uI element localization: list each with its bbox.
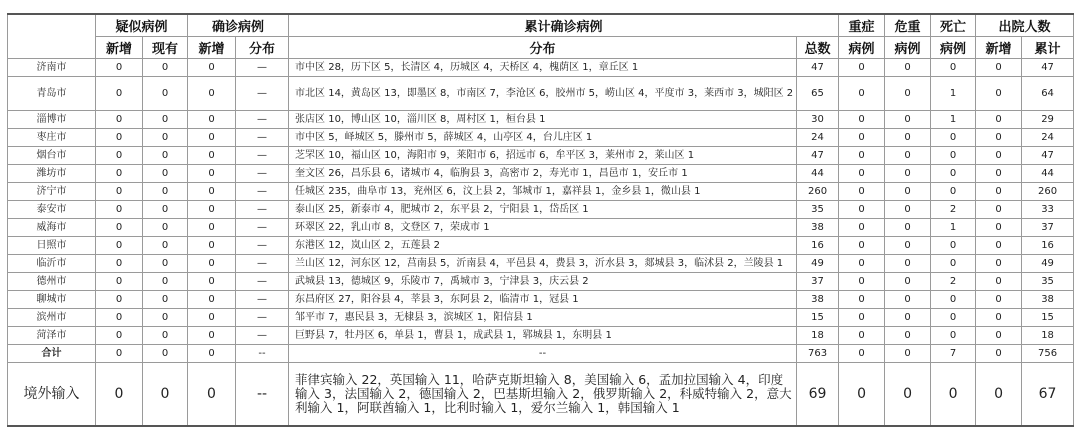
cumulative-total: 38 [797,291,839,309]
table-row [8,291,1074,309]
discharged-total: 33 [1022,201,1074,219]
suspected-new: 0 [96,273,143,291]
discharged-total: 38 [1022,291,1074,309]
table-row [8,309,1074,327]
suspected-existing: 0 [143,309,188,327]
confirmed-new: 0 [188,309,236,327]
suspected-existing: 0 [143,237,188,255]
cumulative-distribution: 东港区 12，岚山区 2，五莲县 2 [289,237,797,255]
critical-count: 0 [885,165,931,183]
cumulative-distribution: 任城区 235，曲阜市 13，兖州区 6，汶上县 2，邹城市 1，嘉祥县 1，金乡县 1，微山县 1 [289,183,797,201]
discharged-new: 0 [976,77,1022,111]
table-row [8,147,1074,165]
cumulative-distribution: 芝罘区 10，福山区 10，海阳市 9，莱阳市 6，招远市 6，牟平区 3，莱州市 2，莱山区 1 [289,147,797,165]
severe-count: 0 [839,77,885,111]
discharged-total: 756 [1022,345,1074,363]
suspected-existing: 0 [143,111,188,129]
discharged-total: 18 [1022,327,1074,345]
severe-count: 0 [839,201,885,219]
cumulative-total: 16 [797,237,839,255]
confirmed-distribution: -- [236,345,289,363]
confirmed-distribution: — [236,255,289,273]
cumulative-total: 47 [797,59,839,77]
discharged-total: 16 [1022,237,1074,255]
suspected-new: 0 [96,111,143,129]
cumulative-total: 35 [797,201,839,219]
cumulative-distribution: 市中区 28，历下区 5，长清区 4，历城区 4，天桥区 4，槐荫区 1，章丘区 1 [289,59,797,77]
header-discharged: 出院人数 [976,14,1074,37]
header-discharged-new: 新增 [976,37,1022,59]
city-name: 青岛市 [8,77,96,111]
confirmed-distribution: — [236,219,289,237]
confirmed-new: 0 [188,345,236,363]
death-count: 0 [931,291,976,309]
confirmed-new: 0 [188,201,236,219]
header-death-bottom: 病例 [931,37,976,59]
severe-count: 0 [839,165,885,183]
suspected-new: 0 [96,255,143,273]
header-cumulative-distribution: 分布 [289,37,797,59]
suspected-existing: 0 [143,363,188,427]
cumulative-distribution: 兰山区 12，河东区 12，莒南县 5，沂南县 4，平邑县 4，费县 3，沂水县 3，郯城县 3，临沭县 2，兰陵县 1 [289,255,797,273]
discharged-total: 24 [1022,129,1074,147]
header-region [8,14,96,59]
suspected-existing: 0 [143,345,188,363]
city-name: 济南市 [8,59,96,77]
suspected-existing: 0 [143,201,188,219]
confirmed-distribution: — [236,147,289,165]
suspected-existing: 0 [143,59,188,77]
confirmed-distribution: — [236,291,289,309]
severe-count: 0 [839,309,885,327]
city-name: 德州市 [8,273,96,291]
critical-count: 0 [885,77,931,111]
cumulative-distribution: 张店区 10，博山区 10，淄川区 8，周村区 1，桓台县 1 [289,111,797,129]
severe-count: 0 [839,183,885,201]
city-name: 威海市 [8,219,96,237]
city-name: 烟台市 [8,147,96,165]
discharged-new: 0 [976,111,1022,129]
confirmed-new: 0 [188,219,236,237]
foreign-import-row [8,363,1074,427]
discharged-new: 0 [976,309,1022,327]
cumulative-distribution: 武城县 13，德城区 9，乐陵市 7，禹城市 3，宁津县 3，庆云县 2 [289,273,797,291]
confirmed-distribution: — [236,129,289,147]
suspected-existing: 0 [143,129,188,147]
confirmed-new: 0 [188,327,236,345]
city-name: 济宁市 [8,183,96,201]
critical-count: 0 [885,237,931,255]
header-severe-top: 重症 [839,14,885,37]
severe-count: 0 [839,59,885,77]
critical-count: 0 [885,59,931,77]
confirmed-distribution: — [236,183,289,201]
header-death-top: 死亡 [931,14,976,37]
cumulative-total: 65 [797,77,839,111]
death-count: 0 [931,237,976,255]
table-row [8,77,1074,111]
discharged-new: 0 [976,129,1022,147]
city-name: 枣庄市 [8,129,96,147]
critical-count: 0 [885,111,931,129]
death-count: 0 [931,309,976,327]
covid-stats-table [7,13,1074,427]
critical-count: 0 [885,255,931,273]
suspected-new: 0 [96,327,143,345]
city-name: 临沂市 [8,255,96,273]
header-suspected: 疑似病例 [96,14,188,37]
severe-count: 0 [839,237,885,255]
confirmed-distribution: — [236,165,289,183]
city-name: 聊城市 [8,291,96,309]
discharged-total: 47 [1022,147,1074,165]
severe-count: 0 [839,291,885,309]
cumulative-total: 18 [797,327,839,345]
header-cumulative-total: 总数 [797,37,839,59]
cumulative-total: 24 [797,129,839,147]
death-count: 7 [931,345,976,363]
table-row [8,201,1074,219]
discharged-new: 0 [976,147,1022,165]
severe-count: 0 [839,219,885,237]
confirmed-new: 0 [188,165,236,183]
discharged-new: 0 [976,59,1022,77]
confirmed-distribution: -- [236,363,289,427]
discharged-total: 15 [1022,309,1074,327]
header-suspected-existing: 现有 [143,37,188,59]
suspected-new: 0 [96,77,143,111]
discharged-total: 35 [1022,273,1074,291]
suspected-new: 0 [96,309,143,327]
death-count: 2 [931,273,976,291]
suspected-new: 0 [96,219,143,237]
header-severe-bottom: 病例 [839,37,885,59]
severe-count: 0 [839,273,885,291]
death-count: 0 [931,165,976,183]
cumulative-total: 763 [797,345,839,363]
confirmed-new: 0 [188,129,236,147]
suspected-new: 0 [96,59,143,77]
critical-count: 0 [885,291,931,309]
critical-count: 0 [885,201,931,219]
severe-count: 0 [839,363,885,427]
death-count: 1 [931,219,976,237]
foreign-label: 境外输入 [8,363,96,427]
cumulative-total: 49 [797,255,839,273]
suspected-existing: 0 [143,165,188,183]
discharged-new: 0 [976,273,1022,291]
cumulative-distribution: 菲律宾输入 22，英国输入 11，哈萨克斯坦输入 8，美国输入 6，孟加拉国输入 4，印度输入 3，法国输入 2，德国输入 2，巴基斯坦输入 2，俄罗斯输入 2，科威特输入 2，意大利输入 1，阿联酋输入 1，比利时输入 1，爱尔兰输入 1，韩国输入 1 [289,363,797,427]
death-count: 0 [931,147,976,165]
severe-count: 0 [839,129,885,147]
total-label: 合计 [8,345,96,363]
table-row [8,111,1074,129]
confirmed-distribution: — [236,237,289,255]
confirmed-new: 0 [188,291,236,309]
death-count: 2 [931,201,976,219]
severe-count: 0 [839,111,885,129]
confirmed-distribution: — [236,111,289,129]
discharged-new: 0 [976,291,1022,309]
suspected-existing: 0 [143,77,188,111]
severe-count: 0 [839,147,885,165]
cumulative-distribution: 奎文区 26，昌乐县 6，诸城市 4，临朐县 3，高密市 2，寿光市 1，昌邑市 1，安丘市 1 [289,165,797,183]
severe-count: 0 [839,327,885,345]
total-row [8,345,1074,363]
suspected-existing: 0 [143,273,188,291]
cumulative-total: 47 [797,147,839,165]
discharged-total: 29 [1022,111,1074,129]
cumulative-distribution: 巨野县 7，牡丹区 6，单县 1，曹县 1，成武县 1，郓城县 1，东明县 1 [289,327,797,345]
confirmed-distribution: — [236,327,289,345]
table-row [8,273,1074,291]
header-critical-top: 危重 [885,14,931,37]
suspected-new: 0 [96,129,143,147]
severe-count: 0 [839,255,885,273]
discharged-total: 260 [1022,183,1074,201]
header-confirmed-distribution: 分布 [236,37,289,59]
city-name: 日照市 [8,237,96,255]
discharged-new: 0 [976,255,1022,273]
cumulative-total: 38 [797,219,839,237]
cumulative-total: 30 [797,111,839,129]
death-count: 0 [931,327,976,345]
table-row [8,327,1074,345]
cumulative-distribution: 邹平市 7，惠民县 3，无棣县 3，滨城区 1，阳信县 1 [289,309,797,327]
suspected-existing: 0 [143,219,188,237]
discharged-new: 0 [976,219,1022,237]
confirmed-distribution: — [236,77,289,111]
cumulative-total: 15 [797,309,839,327]
discharged-total: 47 [1022,59,1074,77]
confirmed-new: 0 [188,273,236,291]
table-row [8,165,1074,183]
header-cumulative: 累计确诊病例 [289,14,839,37]
confirmed-new: 0 [188,237,236,255]
death-count: 0 [931,363,976,427]
discharged-new: 0 [976,165,1022,183]
confirmed-new: 0 [188,147,236,165]
severe-count: 0 [839,345,885,363]
cumulative-distribution: 东昌府区 27，阳谷县 4，莘县 3，东阿县 2，临清市 1，冠县 1 [289,291,797,309]
cumulative-distribution: 市北区 14，黄岛区 13，即墨区 8，市南区 7，李沧区 6，胶州市 5，崂山区 4，平度市 3，莱西市 3，城阳区 2 [289,77,797,111]
critical-count: 0 [885,273,931,291]
suspected-new: 0 [96,363,143,427]
suspected-new: 0 [96,183,143,201]
discharged-total: 67 [1022,363,1074,427]
cumulative-distribution: 市中区 5，峄城区 5，滕州市 5，薛城区 4，山亭区 4，台儿庄区 1 [289,129,797,147]
confirmed-new: 0 [188,111,236,129]
critical-count: 0 [885,327,931,345]
confirmed-distribution: — [236,273,289,291]
critical-count: 0 [885,147,931,165]
suspected-new: 0 [96,345,143,363]
suspected-existing: 0 [143,255,188,273]
confirmed-new: 0 [188,77,236,111]
suspected-existing: 0 [143,291,188,309]
death-count: 0 [931,255,976,273]
table-row [8,59,1074,77]
critical-count: 0 [885,309,931,327]
discharged-new: 0 [976,363,1022,427]
discharged-new: 0 [976,327,1022,345]
discharged-new: 0 [976,183,1022,201]
table-row [8,183,1074,201]
confirmed-distribution: — [236,59,289,77]
death-count: 1 [931,111,976,129]
city-name: 滨州市 [8,309,96,327]
table-row [8,237,1074,255]
city-name: 泰安市 [8,201,96,219]
confirmed-new: 0 [188,183,236,201]
critical-count: 0 [885,129,931,147]
discharged-new: 0 [976,237,1022,255]
confirmed-new: 0 [188,59,236,77]
confirmed-distribution: — [236,201,289,219]
death-count: 0 [931,59,976,77]
death-count: 0 [931,183,976,201]
discharged-total: 44 [1022,165,1074,183]
discharged-total: 64 [1022,77,1074,111]
header-row-2 [8,37,1074,59]
critical-count: 0 [885,363,931,427]
confirmed-new: 0 [188,255,236,273]
confirmed-new: 0 [188,363,236,427]
cumulative-total: 44 [797,165,839,183]
cumulative-distribution: 环翠区 22，乳山市 8，文登区 7，荣成市 1 [289,219,797,237]
header-suspected-new: 新增 [96,37,143,59]
suspected-existing: 0 [143,183,188,201]
confirmed-distribution: — [236,309,289,327]
city-name: 潍坊市 [8,165,96,183]
death-count: 1 [931,77,976,111]
critical-count: 0 [885,183,931,201]
suspected-new: 0 [96,291,143,309]
discharged-new: 0 [976,345,1022,363]
suspected-new: 0 [96,201,143,219]
discharged-total: 37 [1022,219,1074,237]
city-name: 菏泽市 [8,327,96,345]
table-row [8,255,1074,273]
header-discharged-total: 累计 [1022,37,1074,59]
cumulative-distribution: -- [289,345,797,363]
cumulative-total: 69 [797,363,839,427]
cumulative-total: 260 [797,183,839,201]
cumulative-distribution: 泰山区 25，新泰市 4，肥城市 2，东平县 2，宁阳县 1，岱岳区 1 [289,201,797,219]
city-name: 淄博市 [8,111,96,129]
suspected-new: 0 [96,147,143,165]
header-confirmed-new: 新增 [188,37,236,59]
header-confirmed: 确诊病例 [188,14,289,37]
suspected-existing: 0 [143,327,188,345]
suspected-existing: 0 [143,147,188,165]
cumulative-total: 37 [797,273,839,291]
header-row-1 [8,14,1074,37]
discharged-total: 49 [1022,255,1074,273]
header-critical-bottom: 病例 [885,37,931,59]
table-row [8,219,1074,237]
suspected-new: 0 [96,165,143,183]
critical-count: 0 [885,345,931,363]
discharged-new: 0 [976,201,1022,219]
suspected-new: 0 [96,237,143,255]
critical-count: 0 [885,219,931,237]
death-count: 0 [931,129,976,147]
table-row [8,129,1074,147]
table-body [8,59,1074,427]
